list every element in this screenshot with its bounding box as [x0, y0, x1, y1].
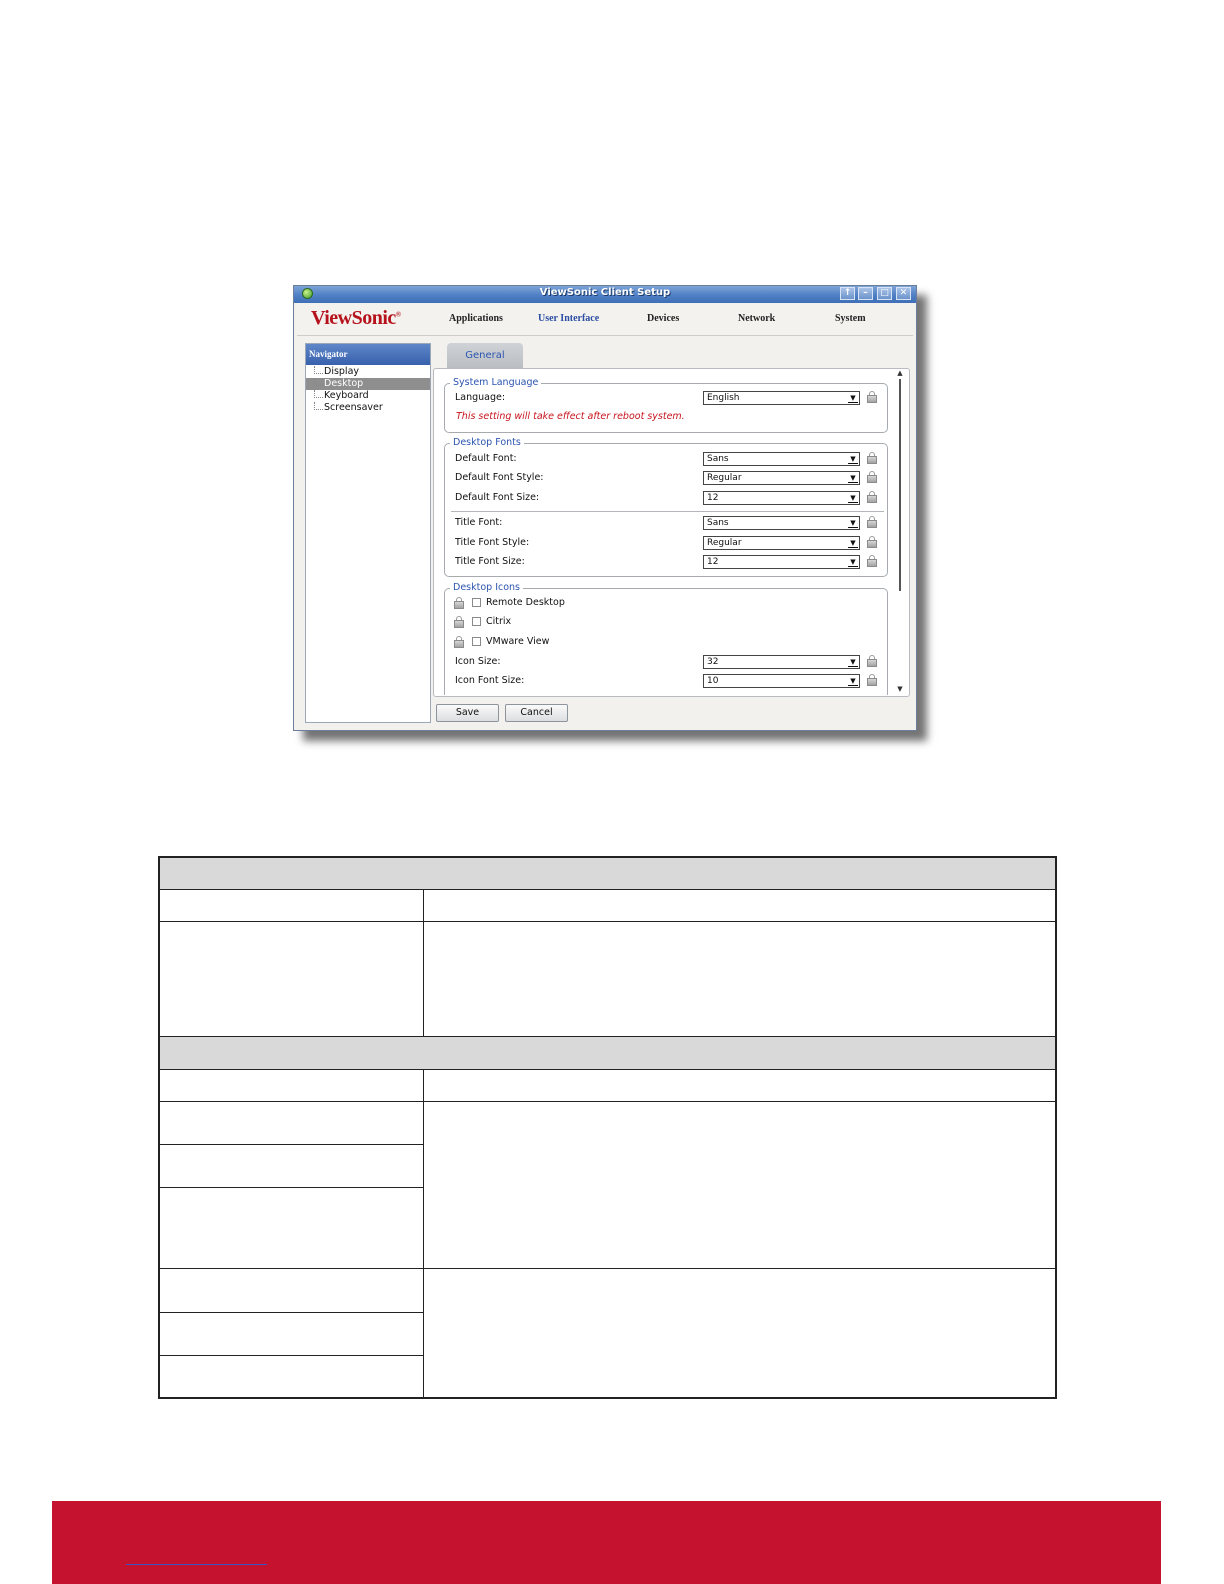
- remote-desktop-label: Remote Desktop: [486, 597, 565, 608]
- chevron-down-icon: ▼: [848, 518, 858, 528]
- maximize-button[interactable]: □: [877, 287, 892, 300]
- icon-font-size-label: Icon Font Size:: [455, 675, 525, 686]
- nav-item-screensaver[interactable]: Screensaver: [306, 402, 430, 414]
- chevron-down-icon: ▼: [848, 538, 858, 548]
- lock-icon[interactable]: [454, 616, 464, 628]
- table-section-header: [160, 858, 1055, 889]
- settings-description-table: [158, 856, 1057, 1399]
- navigator-panel: [305, 343, 431, 723]
- icon-font-size-select[interactable]: 10 ▼: [703, 674, 860, 688]
- chevron-down-icon: ▼: [848, 473, 858, 483]
- lock-icon[interactable]: [867, 655, 877, 667]
- icon-size-select[interactable]: 32 ▼: [703, 655, 860, 669]
- menu-devices[interactable]: Devices: [647, 313, 680, 324]
- vmware-view-checkbox[interactable]: [472, 637, 481, 646]
- default-font-size-select[interactable]: 12 ▼: [703, 491, 860, 505]
- scroll-thumb[interactable]: [899, 379, 901, 591]
- menu-user-interface[interactable]: User Interface: [538, 313, 600, 324]
- default-font-label: Default Font:: [455, 453, 517, 464]
- table-divider: [160, 1101, 1055, 1102]
- lock-icon[interactable]: [454, 636, 464, 648]
- remote-desktop-checkbox[interactable]: [472, 598, 481, 607]
- default-font-style-select[interactable]: Regular ▼: [703, 471, 860, 485]
- citrix-label: Citrix: [486, 616, 512, 627]
- lock-icon[interactable]: [867, 674, 877, 686]
- table-column-divider: [423, 889, 424, 1036]
- up-icon[interactable]: ↑: [840, 287, 855, 300]
- tab-general[interactable]: General: [447, 343, 523, 369]
- footer-link-underline[interactable]: [126, 1564, 267, 1565]
- menu-system[interactable]: System: [835, 313, 866, 324]
- desktop-fonts-title: Desktop Fonts: [450, 437, 524, 448]
- menu-network[interactable]: Network: [738, 313, 776, 324]
- language-select[interactable]: English ▼: [703, 391, 860, 405]
- viewsonic-logo: ViewSonic®: [311, 307, 401, 329]
- table-divider: [160, 1268, 1055, 1269]
- default-font-size-label: Default Font Size:: [455, 492, 540, 503]
- table-divider: [160, 1187, 423, 1188]
- chevron-down-icon: ▼: [848, 676, 858, 686]
- title-font-select[interactable]: Sans ▼: [703, 516, 860, 530]
- lock-icon[interactable]: [867, 391, 877, 403]
- fonts-divider: [451, 511, 884, 512]
- table-divider: [160, 921, 1055, 922]
- window-title: ViewSonic Client Setup: [539, 287, 671, 298]
- scroll-up-icon[interactable]: ▲: [897, 369, 903, 377]
- menu-bar: [297, 305, 913, 336]
- desktop-icons-title: Desktop Icons: [450, 582, 523, 593]
- reboot-note: This setting will take effect after reboot system.: [456, 411, 685, 422]
- title-font-size-label: Title Font Size:: [455, 556, 525, 567]
- title-font-style-select[interactable]: Regular ▼: [703, 536, 860, 550]
- lock-icon[interactable]: [867, 516, 877, 528]
- nav-item-display[interactable]: Display: [306, 366, 430, 378]
- table-divider: [160, 1312, 423, 1313]
- minimize-button[interactable]: –: [858, 287, 873, 300]
- table-divider: [160, 1355, 423, 1356]
- save-button[interactable]: Save: [436, 704, 499, 722]
- title-bar: [294, 286, 916, 303]
- chevron-down-icon: ▼: [848, 454, 858, 464]
- vmware-view-label: VMware View: [486, 636, 550, 647]
- chevron-down-icon: ▼: [848, 557, 858, 567]
- chevron-down-icon: ▼: [848, 657, 858, 667]
- client-setup-window: [293, 285, 917, 731]
- title-font-size-select[interactable]: 12 ▼: [703, 555, 860, 569]
- icon-size-label: Icon Size:: [455, 656, 501, 667]
- scroll-down-icon[interactable]: ▼: [897, 685, 903, 693]
- navigator-title: Navigator: [306, 344, 430, 365]
- lock-icon[interactable]: [867, 471, 877, 483]
- chevron-down-icon: ▼: [848, 393, 858, 403]
- lock-icon[interactable]: [867, 491, 877, 503]
- menu-applications[interactable]: Applications: [449, 313, 503, 324]
- nav-item-keyboard[interactable]: Keyboard: [306, 390, 430, 402]
- lock-icon[interactable]: [454, 597, 464, 609]
- table-section-header: [160, 1037, 1055, 1069]
- default-font-select[interactable]: Sans ▼: [703, 452, 860, 466]
- close-button[interactable]: ✕: [896, 287, 911, 300]
- table-divider: [160, 889, 1055, 890]
- nav-item-desktop[interactable]: Desktop: [306, 378, 430, 390]
- table-column-divider: [423, 1069, 424, 1397]
- cancel-button[interactable]: Cancel: [505, 704, 568, 722]
- citrix-checkbox[interactable]: [472, 617, 481, 626]
- vertical-scrollbar[interactable]: [894, 369, 906, 695]
- table-divider: [160, 1144, 423, 1145]
- language-label: Language:: [455, 392, 506, 403]
- title-font-label: Title Font:: [455, 517, 503, 528]
- table-divider: [160, 1069, 1055, 1070]
- lock-icon[interactable]: [867, 555, 877, 567]
- chevron-down-icon: ▼: [848, 493, 858, 503]
- system-language-title: System Language: [450, 377, 541, 388]
- title-font-style-label: Title Font Style:: [455, 537, 530, 548]
- page-footer: [52, 1501, 1161, 1584]
- lock-icon[interactable]: [867, 536, 877, 548]
- default-font-style-label: Default Font Style:: [455, 472, 544, 483]
- lock-icon[interactable]: [867, 452, 877, 464]
